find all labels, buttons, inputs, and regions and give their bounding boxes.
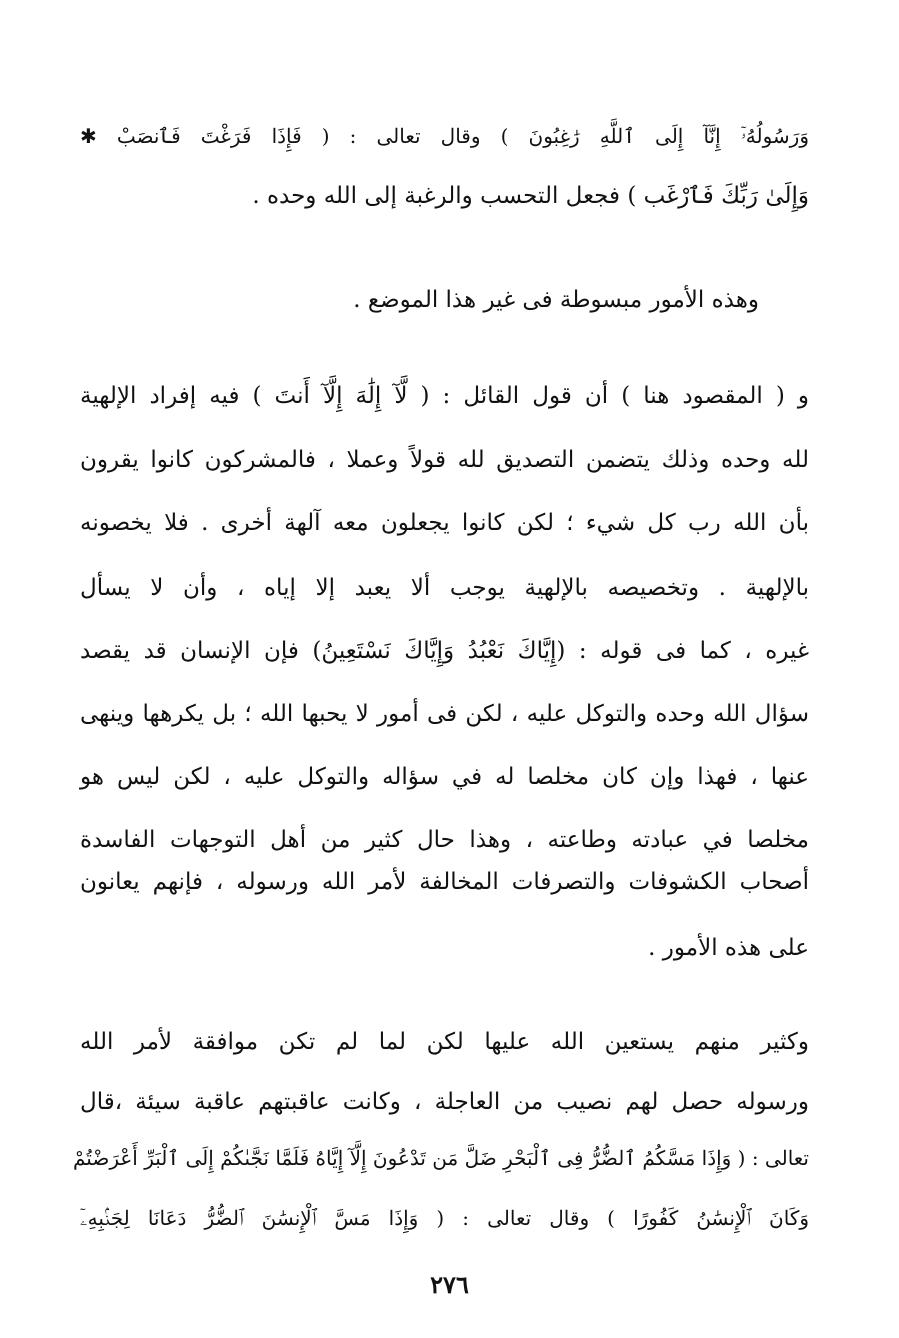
text-line-10: عنها ، فهذا وإن كان مخلصا له في سؤاله والتوكل عليه ، لكن ليس هو xyxy=(80,764,809,790)
text-line-7: بالإلهية . وتخصيصه بالإلهية يوجب ألا يعبد إلا إياه ، وأن لا يسأل xyxy=(80,575,809,601)
text-line-2: وَإِلَىٰ رَبِّكَ فَٱرْغَب ) فجعل التحسب والرغبة إلى الله وحده . xyxy=(252,183,809,209)
text-line-3: وهذه الأمور مبسوطة فى غير هذا الموضع . xyxy=(353,287,759,313)
text-line-15: ورسوله حصل لهم نصيب من العاجلة ، وكانت عاقبتهم عاقبة سيئة ،قال xyxy=(80,1089,809,1115)
text-line-6: بأن الله رب كل شيء ؛ لكن كانوا يجعلون معه آلهة أخرى . فلا يخصونه xyxy=(80,510,809,536)
text-line-1: وَرَسُولُهُۥٓ إِنَّآ إِلَى ٱللَّهِ رَٰغِبُونَ ) وقال تعالى : ( فَإِذَا فَرَغْتَ فَٱنصَبْ ✱ xyxy=(80,124,809,148)
text-line-11: مخلصا في عبادته وطاعته ، وهذا حال كثير من أهل التوجهات الفاسدة xyxy=(80,827,809,853)
text-line-4: و ( المقصود هنا ) أن قول القائل : ( لَّآ إِلَٰهَ إِلَّآ أَنتَ ) فيه إفراد الإلهية xyxy=(80,383,809,409)
text-line-5: لله وحده وذلك يتضمن التصديق لله قولاً وعملا ، فالمشركون كانوا يقرون xyxy=(80,447,809,473)
text-line-14: وكثير منهم يستعين الله عليها لكن لما لم تكن موافقة لأمر الله xyxy=(80,1029,809,1055)
text-line-8: غيره ، كما فى قوله : (إِيَّاكَ نَعْبُدُ وَإِيَّاكَ نَسْتَعِينُ) فإن الإنسان قد يقصد xyxy=(80,638,809,664)
page-number: ٢٧٦ xyxy=(430,1270,469,1299)
text-line-16: تعالى : ( وَإِذَا مَسَّكُمُ ٱلضُّرُّ فِى ٱلْبَحْرِ ضَلَّ مَن تَدْعُونَ إِلَّآ إِيَّاهُ فَلَمَّا نَجَّىٰكُمْ إِلَى ٱلْبَرِّ أَعْرَضْتُمْ xyxy=(73,1146,809,1170)
text-line-13: على هذه الأمور . xyxy=(648,935,809,961)
text-line-17: وَكَانَ ٱلْإِنسَٰنُ كَفُورًا ) وقال تعالى : ( وَإِذَا مَسَّ ٱلْإِنسَٰنَ ٱلضُّرُّ دَعَانَا لِجَنۢبِهِۦٓ xyxy=(80,1206,809,1230)
text-line-12: أصحاب الكشوفات والتصرفات المخالفة لأمر الله ورسوله ، فإنهم يعانون xyxy=(80,869,809,895)
text-line-9: سؤال الله وحده والتوكل عليه ، لكن فى أمور لا يحبها الله ؛ بل يكرهها وينهى xyxy=(80,701,809,727)
